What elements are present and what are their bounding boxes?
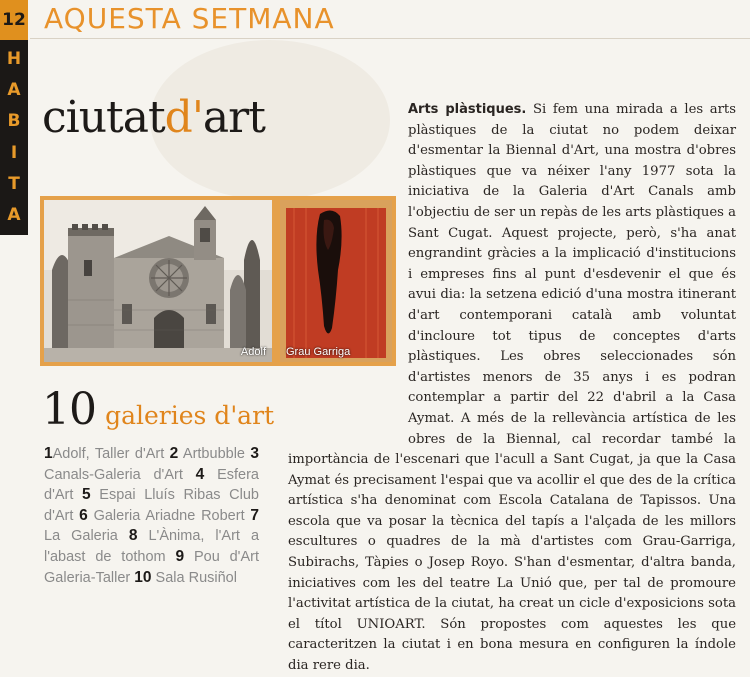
gallery-number: 10 (134, 568, 152, 586)
gallery-number: 2 (169, 445, 179, 462)
gallery-name: Espai Lluís Ribas Club d'Art (44, 487, 259, 524)
section-strip (0, 40, 28, 235)
galleries-heading (42, 384, 274, 435)
section-letter: A (7, 204, 21, 225)
gallery-name: Adolf, Taller d'Art (52, 446, 165, 462)
gallery-name: Artbubble (182, 446, 245, 462)
header-divider (30, 38, 750, 39)
gallery-number: 9 (175, 547, 185, 565)
gallery-name: Galeria Ariadne Robert (93, 507, 245, 524)
article-lead: Arts plàstiques. (408, 102, 527, 117)
photo-text-wrap-space (288, 180, 408, 446)
gallery-name: Esfera d'Art (44, 466, 259, 504)
section-letter: B (7, 111, 21, 132)
gallery-number: 8 (128, 527, 138, 545)
section-letter: A (7, 80, 21, 101)
page-header-title: AQUESTA SETMANA (44, 2, 335, 35)
gallery-name: Canals-Galeria d'Art (44, 466, 183, 483)
church-photo-caption: Adolf (240, 346, 266, 358)
gallery-number: 3 (250, 445, 260, 462)
section-title (42, 92, 265, 143)
church-photo (40, 196, 276, 366)
section-title-part1: ciutat (42, 92, 165, 143)
gallery-number: 1 (44, 445, 53, 462)
gallery-number: 6 (79, 506, 88, 524)
section-letter: H (6, 49, 22, 70)
gallery-number: 5 (82, 486, 91, 504)
section-letter: T (8, 173, 20, 194)
gallery-name: Sala Rusiñol (155, 569, 237, 586)
church-engraving-image (44, 200, 272, 362)
galleries-list (44, 444, 259, 588)
gallery-name: Pou d'Art Galeria-Taller (44, 548, 259, 586)
section-title-accent: d' (164, 92, 203, 143)
section-letter: I (10, 142, 18, 163)
galleries-count: 10 (42, 384, 96, 435)
gallery-name: La Galeria (44, 528, 118, 545)
gallery-name: L'Ànima, l'Art a l'abast de tothom (44, 528, 260, 565)
tapestry-photo-caption: Grau Garriga (286, 346, 351, 358)
article-text: Si fem una mirada a les arts plàstiques de la ciutat no podem deixar d'esmentar la Biennal d'Art, una mostra d'obres plàstiques que va néixer l'any 1977 sota la iniciativa de la Galeria d'Art Canals amb l'objectiu de ser un repàs de les arts plàstiques a Sant Cugat. Aquest projecte, però, s'ha anat engrandint gràcies a la implicació d'institucions i empreses fins al punt d'esdevenir el que és avui dia: la setzena edició d'una mostra itinerant d'art contemporani català amb voluntat d'incloure tot tipus de conceptes d'arts plàstiques. Les obres seleccionades són d'artistes menors de 35 anys i es podran contemplar a partir del 22 d'abril a la Casa Aymat. A més de la rellevància artística de les obres de la Biennal, cal recordar també la importància de l'escenari que l'acull a Sant Cugat, ja que la Casa Aymat és precisament l'espai que va acollir el que des de la crítica artística s'ha denominat com Escola Catalana de Tapissos. Una escola que va posar la tècnica del tapís a l'alçada de les millors escultures o quadres de la mà d'artistes com Grau-Garriga, Subirachs, Tàpies o Josep Royo. S'han d'esmentar, d'altra banda, iniciatives com les del teatre La Unió que, per tal de promoure l'activitat artística de la ciutat, ha creat un cicle d'exposicions sota el títol UNIOART. Són propostes com aquestes les que caracteritzen la ciutat i en bona mesura en configuren la índole dia rere dia. (288, 102, 736, 674)
gallery-number: 7 (250, 506, 260, 524)
galleries-label: galeries d'art (105, 401, 275, 430)
gallery-number: 4 (195, 465, 205, 483)
article-body (288, 100, 736, 674)
section-title-part2: art (202, 92, 265, 143)
page-number: 12 (0, 0, 28, 40)
